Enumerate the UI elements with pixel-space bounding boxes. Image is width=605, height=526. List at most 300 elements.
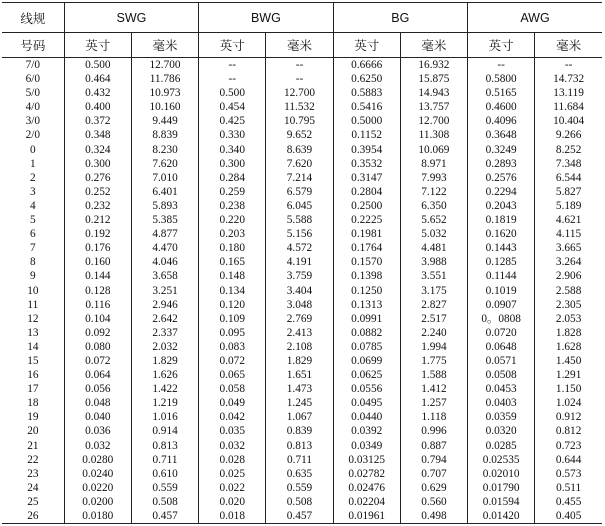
cell-awg-inch: 0.0720	[468, 326, 535, 340]
table-row	[2, 255, 602, 269]
cell-bwg-mm: 1.473	[266, 382, 333, 396]
cell-swg-mm: 2.337	[131, 326, 198, 340]
header-bg-mm: 毫米	[400, 33, 467, 58]
cell-gauge-number: 1	[30, 157, 36, 170]
cell-swg-inch: 0.348	[64, 128, 131, 142]
cell-swg-inch: 0.464	[64, 72, 131, 86]
cell-bwg-mm: 8.639	[266, 143, 333, 157]
cell-bwg-mm: 12.700	[266, 86, 333, 100]
table-row	[2, 199, 602, 213]
cell-swg-mm: 0.914	[131, 424, 198, 438]
cell-bg-inch: 0.0625	[333, 368, 400, 382]
cell-bg-inch: 0.0495	[333, 396, 400, 410]
cell-bg-inch: 0.02204	[333, 495, 400, 509]
cell-gauge-number: 24	[27, 481, 39, 494]
cell-bg-mm: 2.517	[400, 312, 467, 326]
header-bwg-mm: 毫米	[266, 33, 333, 58]
cell-awg-inch: 0.0648	[468, 340, 535, 354]
cell-bwg-inch: 0.165	[199, 255, 266, 269]
cell-bwg-inch: 0.042	[199, 410, 266, 424]
cell-bg-mm: 0.887	[400, 439, 467, 453]
cell-bg-inch: 0.1398	[333, 269, 400, 283]
cell-swg-inch: 0.064	[64, 368, 131, 382]
table-row	[2, 58, 602, 73]
cell-swg-mm: 3.658	[131, 269, 198, 283]
cell-bwg-mm: --	[266, 58, 333, 73]
cell-swg-inch: 0.0200	[64, 495, 131, 509]
cell-bwg-mm: 6.045	[266, 199, 333, 213]
cell-swg-mm: 5.893	[131, 199, 198, 213]
cell-bg-inch: 0.3532	[333, 157, 400, 171]
cell-swg-mm: 8.839	[131, 128, 198, 142]
cell-awg-inch: --	[468, 58, 535, 73]
table-row	[2, 269, 602, 283]
cell-bwg-inch: 0.340	[199, 143, 266, 157]
cell-bg-inch: 0.0349	[333, 439, 400, 453]
cell-bg-mm: 7.993	[400, 171, 467, 185]
cell-swg-inch: 0.104	[64, 312, 131, 326]
header-row-units	[2, 33, 602, 58]
cell-swg-mm: 1.219	[131, 396, 198, 410]
cell-awg-mm: 4.115	[535, 227, 602, 241]
cell-awg-inch: 0。0808	[468, 312, 535, 326]
cell-swg-inch: 0.040	[64, 410, 131, 424]
cell-gauge-number: 12	[27, 312, 39, 325]
cell-bg-inch: 0.1570	[333, 255, 400, 269]
cell-bg-inch: 0.01961	[333, 509, 400, 524]
table-row	[2, 72, 602, 86]
cell-swg-inch: 0.048	[64, 396, 131, 410]
table-row	[2, 143, 602, 157]
cell-bg-mm: 2.240	[400, 326, 467, 340]
cell-swg-mm: 0.508	[131, 495, 198, 509]
cell-swg-inch: 0.116	[64, 298, 131, 312]
cell-swg-mm: 10.973	[131, 86, 198, 100]
cell-bwg-mm: 6.579	[266, 185, 333, 199]
table-row	[2, 298, 602, 312]
cell-bg-inch: 0.0392	[333, 424, 400, 438]
cell-awg-mm: 3.665	[535, 241, 602, 255]
table-row	[2, 227, 602, 241]
cell-swg-mm: 6.401	[131, 185, 198, 199]
cell-swg-inch: 0.144	[64, 269, 131, 283]
cell-bwg-mm: 0.711	[266, 453, 333, 467]
cell-swg-inch: 0.276	[64, 171, 131, 185]
cell-gauge-number: 3	[30, 185, 36, 198]
cell-swg-mm: 0.711	[131, 453, 198, 467]
cell-swg-mm: 5.385	[131, 213, 198, 227]
cell-swg-inch: 0.300	[64, 157, 131, 171]
cell-bg-mm: 8.971	[400, 157, 467, 171]
cell-swg-inch: 0.400	[64, 100, 131, 114]
cell-bg-inch: 0.1152	[333, 128, 400, 142]
cell-gauge-number: 13	[27, 326, 39, 339]
cell-awg-inch: 0.4600	[468, 100, 535, 114]
cell-awg-inch: 0.0359	[468, 410, 535, 424]
cell-awg-inch: 0.2893	[468, 157, 535, 171]
cell-awg-mm: 1.450	[535, 354, 602, 368]
cell-bg-mm: 0.498	[400, 509, 467, 524]
cell-bwg-inch: 0.259	[199, 185, 266, 199]
cell-bwg-inch: 0.022	[199, 481, 266, 495]
cell-bg-inch: 0.3954	[333, 143, 400, 157]
cell-awg-inch: 0.5800	[468, 72, 535, 86]
header-bwg: BWG	[199, 3, 333, 33]
cell-swg-mm: 0.559	[131, 481, 198, 495]
cell-swg-mm: 1.016	[131, 410, 198, 424]
cell-awg-mm: 9.266	[535, 128, 602, 142]
cell-gauge-number: 21	[27, 439, 39, 452]
cell-swg-inch: 0.160	[64, 255, 131, 269]
cell-swg-mm: 1.829	[131, 354, 198, 368]
cell-gauge-number: 8	[30, 256, 36, 269]
cell-awg-inch: 0.0571	[468, 354, 535, 368]
cell-bg-inch: 0.1981	[333, 227, 400, 241]
cell-bg-mm: 1.412	[400, 382, 467, 396]
cell-awg-mm: 2.053	[535, 312, 602, 326]
cell-swg-inch: 0.080	[64, 340, 131, 354]
cell-bg-mm: 3.988	[400, 255, 467, 269]
cell-awg-mm: 8.252	[535, 143, 602, 157]
cell-bwg-inch: 0.020	[199, 495, 266, 509]
cell-bwg-mm: 3.759	[266, 269, 333, 283]
table-row	[2, 114, 602, 128]
cell-bg-inch: 0.0991	[333, 312, 400, 326]
cell-bwg-inch: --	[199, 58, 266, 73]
cell-awg-mm: 11.684	[535, 100, 602, 114]
cell-bwg-mm: 5.588	[266, 213, 333, 227]
cell-bg-mm: 7.122	[400, 185, 467, 199]
cell-bwg-mm: 11.532	[266, 100, 333, 114]
table-row	[2, 128, 602, 142]
cell-swg-inch: 0.0220	[64, 481, 131, 495]
cell-bg-inch: 0.0785	[333, 340, 400, 354]
cell-swg-mm: 0.457	[131, 509, 198, 524]
wire-gauge-table	[2, 2, 602, 524]
cell-bwg-inch: 0.500	[199, 86, 266, 100]
cell-bwg-inch: 0.284	[199, 171, 266, 185]
cell-bwg-inch: 0.083	[199, 340, 266, 354]
cell-bwg-inch: 0.203	[199, 227, 266, 241]
cell-bwg-mm: 7.620	[266, 157, 333, 171]
cell-bg-inch: 0.1250	[333, 284, 400, 298]
cell-gauge-number: 25	[27, 495, 39, 508]
cell-swg-mm: 1.422	[131, 382, 198, 396]
cell-awg-mm: 0.511	[535, 481, 602, 495]
cell-gauge-number: 11	[27, 298, 39, 311]
cell-bg-inch: 0.0699	[333, 354, 400, 368]
cell-bg-mm: 15.875	[400, 72, 467, 86]
cell-bg-inch: 0.5883	[333, 86, 400, 100]
cell-bwg-inch: 0.032	[199, 439, 266, 453]
cell-bwg-inch: 0.454	[199, 100, 266, 114]
cell-bg-mm: 0.629	[400, 481, 467, 495]
cell-bg-inch: 0.6250	[333, 72, 400, 86]
cell-awg-inch: 0.1443	[468, 241, 535, 255]
cell-awg-mm: 7.348	[535, 157, 602, 171]
cell-awg-mm: --	[535, 58, 602, 73]
cell-bg-mm: 4.481	[400, 241, 467, 255]
cell-bg-inch: 0.2225	[333, 213, 400, 227]
table-row	[2, 396, 602, 410]
cell-bwg-mm: 0.839	[266, 424, 333, 438]
cell-awg-mm: 14.732	[535, 72, 602, 86]
header-swg-inch: 英寸	[64, 33, 131, 58]
cell-awg-inch: 0.1285	[468, 255, 535, 269]
cell-swg-mm: 2.642	[131, 312, 198, 326]
cell-bg-mm: 12.700	[400, 114, 467, 128]
table-row	[2, 213, 602, 227]
cell-bwg-inch: 0.035	[199, 424, 266, 438]
cell-awg-inch: 0.2576	[468, 171, 535, 185]
cell-gauge-number: 14	[27, 340, 39, 353]
cell-bwg-inch: 0.300	[199, 157, 266, 171]
cell-swg-inch: 0.0180	[64, 509, 131, 524]
cell-awg-mm: 1.291	[535, 368, 602, 382]
cell-swg-inch: 0.056	[64, 382, 131, 396]
table-body	[2, 58, 602, 524]
table-row	[2, 100, 602, 114]
table-row	[2, 382, 602, 396]
cell-swg-mm: 0.610	[131, 467, 198, 481]
table-row	[2, 509, 602, 524]
cell-awg-mm: 0.455	[535, 495, 602, 509]
cell-gauge-number: 2	[30, 171, 36, 184]
cell-bwg-inch: 0.330	[199, 128, 266, 142]
cell-bg-mm: 13.757	[400, 100, 467, 114]
cell-awg-mm: 0.723	[535, 439, 602, 453]
cell-bg-mm: 10.069	[400, 143, 467, 157]
cell-bwg-inch: 0.095	[199, 326, 266, 340]
cell-gauge-number: 22	[27, 453, 39, 466]
cell-bg-mm: 0.794	[400, 453, 467, 467]
cell-swg-inch: 0.176	[64, 241, 131, 255]
cell-bwg-inch: 0.065	[199, 368, 266, 382]
cell-bg-inch: 0.1313	[333, 298, 400, 312]
cell-bg-inch: 0.0882	[333, 326, 400, 340]
cell-swg-mm: 10.160	[131, 100, 198, 114]
table-row	[2, 340, 602, 354]
table-row	[2, 424, 602, 438]
cell-bwg-mm: 4.572	[266, 241, 333, 255]
cell-awg-mm: 3.264	[535, 255, 602, 269]
cell-awg-inch: 0.1620	[468, 227, 535, 241]
cell-awg-mm: 2.906	[535, 269, 602, 283]
header-bg-inch: 英寸	[333, 33, 400, 58]
cell-bg-inch: 0.2500	[333, 199, 400, 213]
cell-swg-inch: 0.252	[64, 185, 131, 199]
cell-swg-mm: 7.010	[131, 171, 198, 185]
cell-awg-inch: 0.3249	[468, 143, 535, 157]
cell-bg-mm: 0.560	[400, 495, 467, 509]
table-row	[2, 284, 602, 298]
cell-bg-inch: 0.0556	[333, 382, 400, 396]
cell-gauge-number: 2/0	[25, 129, 41, 142]
cell-swg-mm: 1.626	[131, 368, 198, 382]
table-row	[2, 410, 602, 424]
cell-bwg-mm: 1.245	[266, 396, 333, 410]
cell-bg-inch: 0.0440	[333, 410, 400, 424]
cell-bg-inch: 0.02782	[333, 467, 400, 481]
cell-awg-mm: 4.621	[535, 213, 602, 227]
cell-awg-inch: 0.0320	[468, 424, 535, 438]
cell-awg-mm: 10.404	[535, 114, 602, 128]
table-row	[2, 481, 602, 495]
header-row-standards	[2, 3, 602, 33]
cell-bwg-mm: 4.191	[266, 255, 333, 269]
cell-bwg-mm: 0.635	[266, 467, 333, 481]
cell-swg-inch: 0.036	[64, 424, 131, 438]
cell-awg-mm: 1.828	[535, 326, 602, 340]
cell-bg-mm: 16.932	[400, 58, 467, 73]
cell-awg-mm: 1.628	[535, 340, 602, 354]
cell-bwg-mm: 0.559	[266, 481, 333, 495]
cell-bg-inch: 0.5000	[333, 114, 400, 128]
cell-bg-inch: 0.03125	[333, 453, 400, 467]
header-size-label: 线规	[2, 3, 64, 33]
cell-bwg-inch: 0.025	[199, 467, 266, 481]
cell-gauge-number: 9	[30, 270, 36, 283]
cell-awg-inch: 0.4096	[468, 114, 535, 128]
cell-bg-inch: 0.5416	[333, 100, 400, 114]
cell-bg-inch: 0.02476	[333, 481, 400, 495]
cell-awg-mm: 0.405	[535, 509, 602, 524]
cell-gauge-number: 5	[30, 214, 36, 227]
cell-bwg-mm: 2.413	[266, 326, 333, 340]
cell-bwg-inch: --	[199, 72, 266, 86]
cell-awg-mm: 0.912	[535, 410, 602, 424]
cell-awg-inch: 0.02010	[468, 467, 535, 481]
cell-bwg-inch: 0.238	[199, 199, 266, 213]
cell-bwg-mm: 1.829	[266, 354, 333, 368]
cell-swg-inch: 0.072	[64, 354, 131, 368]
cell-awg-inch: 0.5165	[468, 86, 535, 100]
header-bwg-inch: 英寸	[199, 33, 266, 58]
cell-bg-mm: 6.350	[400, 199, 467, 213]
cell-bg-inch: 0.1764	[333, 241, 400, 255]
cell-swg-mm: 4.046	[131, 255, 198, 269]
cell-bwg-inch: 0.148	[199, 269, 266, 283]
cell-bwg-inch: 0.018	[199, 509, 266, 524]
cell-swg-inch: 0.324	[64, 143, 131, 157]
table-row	[2, 467, 602, 481]
cell-awg-inch: 0.01420	[468, 509, 535, 524]
cell-bg-mm: 1.588	[400, 368, 467, 382]
cell-awg-inch: 0.0907	[468, 298, 535, 312]
cell-bg-mm: 14.943	[400, 86, 467, 100]
cell-bg-mm: 3.175	[400, 284, 467, 298]
cell-bwg-mm: 7.214	[266, 171, 333, 185]
cell-gauge-number: 0	[30, 143, 36, 156]
cell-awg-mm: 6.544	[535, 171, 602, 185]
cell-awg-mm: 5.827	[535, 185, 602, 199]
cell-bg-mm: 1.257	[400, 396, 467, 410]
cell-awg-inch: 0.2294	[468, 185, 535, 199]
cell-bg-mm: 3.551	[400, 269, 467, 283]
cell-swg-mm: 3.251	[131, 284, 198, 298]
cell-bwg-inch: 0.049	[199, 396, 266, 410]
cell-bg-mm: 11.308	[400, 128, 467, 142]
table-row	[2, 354, 602, 368]
cell-awg-mm: 1.024	[535, 396, 602, 410]
cell-gauge-number: 7	[30, 242, 36, 255]
cell-bg-inch: 0.2804	[333, 185, 400, 199]
header-awg-mm: 毫米	[535, 33, 602, 58]
cell-swg-inch: 0.192	[64, 227, 131, 241]
cell-bwg-mm: 0.508	[266, 495, 333, 509]
cell-swg-mm: 7.620	[131, 157, 198, 171]
cell-bwg-mm: 3.048	[266, 298, 333, 312]
cell-gauge-number: 15	[27, 354, 39, 367]
header-number-label: 号码	[2, 33, 64, 58]
cell-swg-mm: 0.813	[131, 439, 198, 453]
cell-awg-inch: 0.0453	[468, 382, 535, 396]
cell-awg-mm: 0.812	[535, 424, 602, 438]
cell-bg-mm: 5.652	[400, 213, 467, 227]
cell-bwg-inch: 0.058	[199, 382, 266, 396]
cell-bg-mm: 0.996	[400, 424, 467, 438]
cell-awg-inch: 0.2043	[468, 199, 535, 213]
cell-awg-inch: 0.0508	[468, 368, 535, 382]
cell-swg-inch: 0.432	[64, 86, 131, 100]
cell-awg-inch: 0.01790	[468, 481, 535, 495]
cell-bg-mm: 1.118	[400, 410, 467, 424]
cell-awg-inch: 0.3648	[468, 128, 535, 142]
cell-gauge-number: 26	[2, 509, 64, 524]
cell-bg-mm: 2.827	[400, 298, 467, 312]
cell-gauge-number: 10	[27, 284, 39, 297]
cell-bwg-mm: 2.769	[266, 312, 333, 326]
cell-gauge-number: 20	[27, 425, 39, 438]
cell-swg-mm: 12.700	[131, 58, 198, 73]
cell-bwg-mm: 9.652	[266, 128, 333, 142]
cell-bwg-mm: 1.651	[266, 368, 333, 382]
cell-awg-inch: 0.02535	[468, 453, 535, 467]
cell-bwg-mm: 10.795	[266, 114, 333, 128]
cell-awg-inch: 0.0403	[468, 396, 535, 410]
cell-gauge-number: 5/0	[25, 87, 41, 100]
cell-bwg-inch: 0.220	[199, 213, 266, 227]
cell-gauge-number: 23	[27, 467, 39, 480]
cell-swg-inch: 0.372	[64, 114, 131, 128]
cell-swg-inch: 0.212	[64, 213, 131, 227]
header-swg: SWG	[64, 3, 198, 33]
cell-gauge-number: 16	[27, 369, 39, 382]
cell-swg-mm: 8.230	[131, 143, 198, 157]
cell-awg-mm: 2.588	[535, 284, 602, 298]
cell-swg-inch: 0.128	[64, 284, 131, 298]
cell-bwg-mm: 3.404	[266, 284, 333, 298]
cell-bg-inch: 0.6666	[333, 58, 400, 73]
cell-awg-inch: 0.1019	[468, 284, 535, 298]
header-awg-inch: 英寸	[468, 33, 535, 58]
table-row	[2, 368, 602, 382]
cell-bwg-inch: 0.109	[199, 312, 266, 326]
cell-bwg-mm: 0.457	[266, 509, 333, 524]
cell-bg-mm: 1.775	[400, 354, 467, 368]
cell-bwg-inch: 0.120	[199, 298, 266, 312]
cell-gauge-number: 4	[30, 199, 36, 212]
cell-bwg-mm: --	[266, 72, 333, 86]
table-row	[2, 495, 602, 509]
cell-awg-mm: 13.119	[535, 86, 602, 100]
cell-bg-mm: 5.032	[400, 227, 467, 241]
cell-swg-mm: 9.449	[131, 114, 198, 128]
cell-swg-mm: 4.877	[131, 227, 198, 241]
cell-bwg-inch: 0.028	[199, 453, 266, 467]
table-row	[2, 453, 602, 467]
cell-awg-mm: 5.189	[535, 199, 602, 213]
